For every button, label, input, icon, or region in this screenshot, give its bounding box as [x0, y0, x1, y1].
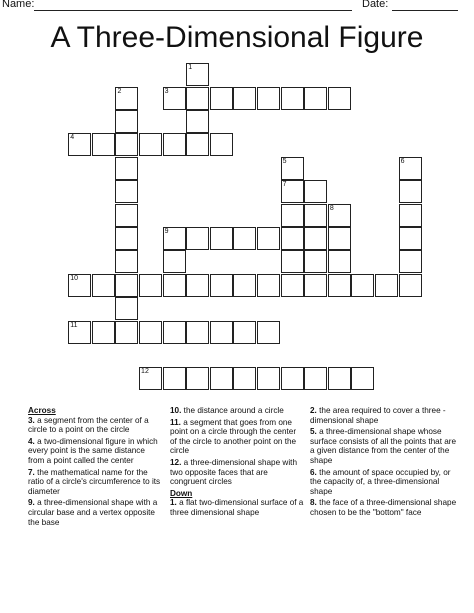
- crossword-cell[interactable]: [233, 227, 256, 250]
- crossword-cell[interactable]: [257, 274, 280, 297]
- crossword-cell[interactable]: [139, 367, 162, 390]
- crossword-cell[interactable]: [351, 274, 374, 297]
- clue-number: 1.: [170, 498, 177, 508]
- clue-number: 11: [70, 321, 78, 329]
- clues-column-1: [28, 406, 162, 529]
- crossword-cell[interactable]: [68, 274, 91, 297]
- clue-number: 5.: [310, 427, 317, 437]
- crossword-cell[interactable]: [304, 204, 327, 227]
- crossword-cell[interactable]: [257, 367, 280, 390]
- crossword-cell[interactable]: [399, 204, 422, 227]
- clues-heading: Down: [170, 488, 193, 498]
- clue-text: a segment from the center of a circle to a point on the circle: [28, 415, 149, 435]
- clue-number: 3: [164, 87, 169, 95]
- clue-text: the area required to cover a three -dimensional shape: [310, 406, 446, 425]
- clue-number: 6.: [310, 467, 317, 477]
- crossword-cell[interactable]: [163, 87, 186, 110]
- crossword-cell[interactable]: [399, 274, 422, 297]
- crossword-cell[interactable]: [257, 87, 280, 110]
- crossword-cell[interactable]: [115, 110, 138, 133]
- crossword-cell[interactable]: [281, 250, 304, 273]
- clue-number: 12: [141, 368, 149, 376]
- clue-number: 5: [282, 157, 287, 165]
- crossword-cell[interactable]: [139, 274, 162, 297]
- crossword-cell[interactable]: [328, 274, 351, 297]
- clue-number: 12.: [170, 457, 182, 467]
- clue-text: the amount of space occupied by, or the capacity of, a three-dimensional shape: [310, 467, 451, 496]
- crossword-cell[interactable]: [139, 321, 162, 344]
- page-title: A Three-Dimensional Figure: [50, 21, 424, 54]
- crossword-cell[interactable]: [375, 274, 398, 297]
- clue-item: [28, 498, 162, 527]
- clue-item: [310, 406, 460, 425]
- crossword-cell[interactable]: [328, 250, 351, 273]
- crossword-cell[interactable]: [115, 87, 138, 110]
- crossword-cell[interactable]: [163, 321, 186, 344]
- crossword-cell[interactable]: [281, 227, 304, 250]
- crossword-cell[interactable]: [163, 227, 186, 250]
- clue-item: [170, 498, 304, 517]
- name-label: Name:: [2, 0, 35, 10]
- crossword-cell[interactable]: [115, 180, 138, 203]
- clues-column-2: [170, 406, 304, 520]
- clues-heading: Across: [28, 406, 56, 415]
- crossword-cell[interactable]: [115, 274, 138, 297]
- crossword-cell[interactable]: [304, 367, 327, 390]
- clue-item: [170, 418, 304, 456]
- crossword-cell[interactable]: [163, 133, 186, 156]
- clue-text: a flat two-dimensional surface of a three dimensional shape: [170, 498, 304, 517]
- crossword-cell[interactable]: [328, 204, 351, 227]
- crossword-cell[interactable]: [281, 367, 304, 390]
- crossword-cell[interactable]: [210, 133, 233, 156]
- crossword-cell[interactable]: [328, 87, 351, 110]
- crossword-cell[interactable]: [233, 367, 256, 390]
- crossword-cell[interactable]: [163, 367, 186, 390]
- crossword-cell[interactable]: [210, 227, 233, 250]
- crossword-cell[interactable]: [115, 204, 138, 227]
- crossword-cell[interactable]: [163, 250, 186, 273]
- crossword-cell[interactable]: [186, 133, 209, 156]
- crossword-cell[interactable]: [115, 157, 138, 180]
- crossword-cell[interactable]: [186, 227, 209, 250]
- clue-number: 9.: [28, 498, 35, 508]
- clue-item: [170, 406, 304, 416]
- crossword-cell[interactable]: [304, 180, 327, 203]
- clue-number: 6: [400, 157, 405, 165]
- clue-number: 1: [188, 64, 193, 72]
- crossword-cell[interactable]: [233, 321, 256, 344]
- crossword-cell[interactable]: [281, 274, 304, 297]
- crossword-cell[interactable]: [399, 180, 422, 203]
- crossword-cell[interactable]: [233, 87, 256, 110]
- crossword-cell[interactable]: [281, 180, 304, 203]
- crossword-cell[interactable]: [257, 321, 280, 344]
- crossword-cell[interactable]: [186, 63, 209, 86]
- crossword-cell[interactable]: [92, 133, 115, 156]
- crossword-cell[interactable]: [186, 321, 209, 344]
- clue-text: the mathematical name for the ratio of a circle's circumference to its diameter: [28, 467, 161, 496]
- crossword-cell[interactable]: [328, 227, 351, 250]
- crossword-cell[interactable]: [68, 133, 91, 156]
- crossword-cell[interactable]: [328, 367, 351, 390]
- crossword-cell[interactable]: [304, 250, 327, 273]
- clue-number: 2.: [310, 406, 317, 415]
- crossword-cell[interactable]: [115, 227, 138, 250]
- clue-number: 3.: [28, 415, 35, 425]
- clue-number: 9: [164, 228, 169, 236]
- crossword-cell[interactable]: [163, 274, 186, 297]
- crossword-cell[interactable]: [351, 367, 374, 390]
- crossword-cell[interactable]: [115, 133, 138, 156]
- crossword-cell[interactable]: [115, 297, 138, 320]
- crossword-cell[interactable]: [233, 274, 256, 297]
- clue-number: 4: [70, 134, 75, 142]
- clue-item: [170, 458, 304, 487]
- clue-text: a segment that goes from one point on a circle through the center of the circle to another point on the circle: [170, 417, 297, 456]
- crossword-cell[interactable]: [186, 110, 209, 133]
- clue-text: a two-dimensional figure in which every point is the same distance from a point called the center: [28, 436, 158, 465]
- crossword-cell[interactable]: [186, 87, 209, 110]
- clue-text: the face of a three-dimensional shape chosen to be the "bottom" face: [310, 498, 457, 517]
- date-label: Date:: [362, 0, 389, 10]
- clue-number: 11.: [170, 417, 181, 427]
- clue-number: 8: [329, 204, 334, 212]
- crossword-cell[interactable]: [139, 133, 162, 156]
- crossword-cell[interactable]: [281, 204, 304, 227]
- clue-text: a three-dimensional shape with two opposite faces that are congruent circles: [170, 457, 297, 487]
- clue-number: 10.: [170, 406, 182, 415]
- clue-text: the distance around a circle: [181, 406, 284, 415]
- crossword-cell[interactable]: [281, 157, 304, 180]
- crossword-cell[interactable]: [68, 321, 91, 344]
- clue-number: 7: [282, 181, 287, 189]
- crossword-cell[interactable]: [210, 367, 233, 390]
- crossword-cell[interactable]: [210, 321, 233, 344]
- crossword-cell[interactable]: [92, 274, 115, 297]
- crossword-cell[interactable]: [186, 274, 209, 297]
- crossword-cell[interactable]: [115, 321, 138, 344]
- crossword-cell[interactable]: [115, 250, 138, 273]
- clue-text: a three-dimensional shape whose surface consists of all the points that are a given distance from the center of the shape: [310, 427, 457, 465]
- clues-column-3: [310, 406, 460, 520]
- crossword-cell[interactable]: [210, 274, 233, 297]
- crossword-cell[interactable]: [399, 157, 422, 180]
- crossword-cell[interactable]: [304, 227, 327, 250]
- crossword-cell[interactable]: [304, 274, 327, 297]
- clue-item: [28, 416, 162, 435]
- clue-item: [28, 437, 162, 466]
- crossword-cell[interactable]: [304, 87, 327, 110]
- clue-number: 10: [70, 274, 79, 282]
- crossword-cell[interactable]: [210, 87, 233, 110]
- clue-item: [310, 468, 460, 497]
- crossword-cell[interactable]: [92, 321, 115, 344]
- crossword-cell[interactable]: [399, 250, 422, 273]
- crossword-cell[interactable]: [257, 227, 280, 250]
- crossword-cell[interactable]: [281, 87, 304, 110]
- clue-item: [310, 427, 460, 465]
- crossword-cell[interactable]: [186, 367, 209, 390]
- crossword-cell[interactable]: [399, 227, 422, 250]
- clue-number: 4.: [28, 436, 35, 446]
- clue-number: 8.: [310, 498, 317, 508]
- clue-number: 7.: [28, 467, 35, 477]
- clue-number: 2: [117, 87, 122, 95]
- clue-item: [28, 468, 162, 497]
- clue-item: [310, 498, 460, 517]
- clue-text: a three-dimensional shape with a circular base and a vertex opposite the base: [28, 498, 158, 527]
